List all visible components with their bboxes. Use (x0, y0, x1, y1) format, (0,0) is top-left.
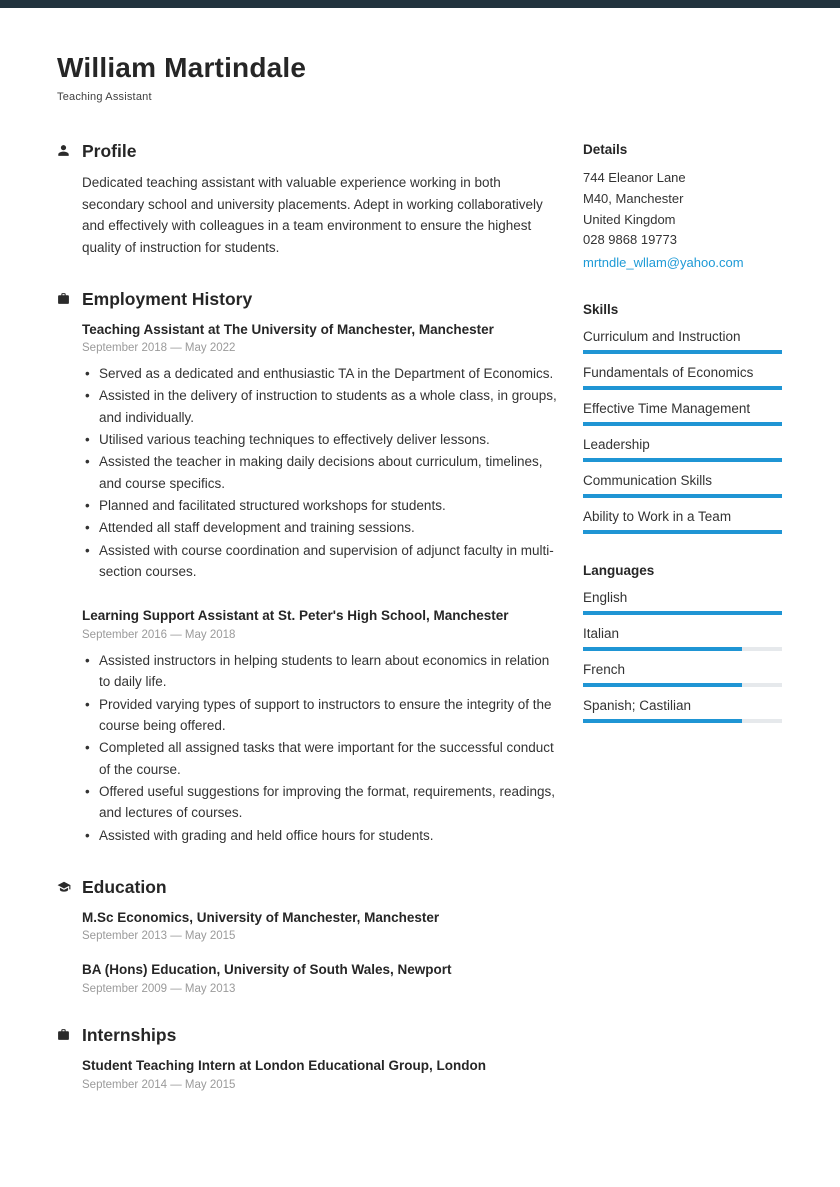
main-column (57, 141, 557, 1120)
detail-line: M40, Manchester (583, 190, 684, 206)
job-dates: September 2018 — May 2022 (82, 342, 236, 355)
job-bullet: • Assisted in the delivery of instruction to students as a whole class, in groups, and individually. (82, 385, 557, 428)
job-bullet: • Offered useful suggestions for improving the format, requirements, readings, and lectures of courses. (82, 781, 557, 824)
job-bullet-list (82, 363, 557, 582)
job-title: Learning Support Assistant at St. Peter's High School, Manchester (82, 608, 509, 624)
language-level-bar (583, 683, 782, 687)
person-icon (57, 144, 82, 157)
candidate-name: William Martindale (57, 52, 307, 83)
job-bullet: • Served as a dedicated and enthusiastic TA in the Department of Economics. (82, 363, 557, 384)
graduation-cap-icon (57, 880, 82, 894)
education-section-title: Education (82, 876, 167, 897)
skill-item (583, 508, 782, 534)
skills-section (583, 301, 782, 534)
skill-level-fill (583, 422, 782, 426)
education-content (82, 877, 557, 995)
skill-label: Fundamentals of Economics (583, 365, 754, 381)
skill-item (583, 400, 782, 426)
job-title: Teaching Assistant at The University of Manchester, Manchester (82, 321, 494, 337)
language-level-bar (583, 611, 782, 615)
section-employment-history (57, 289, 557, 847)
language-label: French (583, 662, 626, 678)
internship-entry (82, 1056, 557, 1091)
briefcase-icon (57, 1028, 82, 1041)
education-dates: September 2013 — May 2015 (82, 930, 236, 943)
language-item (583, 661, 782, 687)
skill-item (583, 328, 782, 354)
education-entry (82, 960, 557, 995)
education-icon-column (57, 877, 82, 995)
language-level-fill (583, 611, 782, 615)
employment-content (82, 289, 557, 847)
language-item (583, 625, 782, 651)
language-level-fill (583, 647, 742, 651)
skill-label: Communication Skills (583, 473, 713, 489)
skill-label: Effective Time Management (583, 401, 751, 417)
languages-title: Languages (583, 563, 655, 579)
details-lines (583, 168, 782, 251)
internships-icon-column (57, 1025, 82, 1091)
skill-label: Ability to Work in a Team (583, 509, 732, 525)
skill-item (583, 436, 782, 462)
internships-content (82, 1025, 557, 1091)
skill-level-bar (583, 422, 782, 426)
skill-label: Curriculum and Instruction (583, 329, 741, 345)
language-level-fill (583, 683, 742, 687)
skill-level-fill (583, 350, 782, 354)
detail-line: 744 Eleanor Lane (583, 170, 686, 186)
skill-level-fill (583, 530, 782, 534)
job-bullet: • Planned and facilitated structured workshops for students. (82, 495, 557, 516)
skill-level-bar (583, 494, 782, 498)
employment-icon-column (57, 289, 82, 847)
job-bullet: • Assisted instructors in helping students to learn about economics in relation to daily life. (82, 650, 557, 693)
language-item (583, 697, 782, 723)
job-bullet-list (82, 650, 557, 846)
profile-content (82, 141, 557, 258)
education-title: BA (Hons) Education, University of South Wales, Newport (82, 962, 452, 978)
skill-item (583, 364, 782, 390)
profile-icon-column (57, 141, 82, 258)
languages-section (583, 562, 782, 723)
internships-list (82, 1056, 557, 1091)
detail-line: United Kingdom (583, 211, 676, 227)
briefcase-icon (57, 292, 82, 305)
candidate-role: Teaching Assistant (57, 91, 152, 104)
skills-list (583, 328, 782, 534)
email-link[interactable]: mrtndle_wllam@yahoo.com (583, 255, 744, 271)
resume-header (57, 52, 782, 103)
job-dates: September 2016 — May 2018 (82, 628, 236, 641)
sidebar-column (583, 141, 782, 751)
internship-dates: September 2014 — May 2015 (82, 1078, 236, 1091)
job-bullet: • Assisted with grading and held office hours for students. (82, 825, 557, 846)
skill-level-fill (583, 494, 782, 498)
job-bullet: • Provided varying types of support to instructors to ensure the integrity of the course being offered. (82, 694, 557, 737)
skill-level-fill (583, 386, 782, 390)
details-title: Details (583, 142, 628, 158)
languages-list (583, 589, 782, 723)
section-profile (57, 141, 557, 258)
internships-section-title: Internships (82, 1025, 177, 1046)
employment-section-title: Employment History (82, 288, 253, 309)
language-item (583, 589, 782, 615)
section-education (57, 877, 557, 995)
language-level-bar (583, 719, 782, 723)
top-accent-bar (0, 0, 840, 8)
education-title: M.Sc Economics, University of Manchester, Manchester (82, 909, 440, 925)
skill-label: Leadership (583, 437, 650, 453)
job-bullet: • Completed all assigned tasks that were important for the successful conduct of the course. (82, 737, 557, 780)
job-bullet: • Assisted with course coordination and supervision of adjunct faculty in multi-section courses. (82, 540, 557, 583)
section-internships (57, 1025, 557, 1091)
language-label: Spanish; Castilian (583, 698, 692, 714)
education-dates: September 2009 — May 2013 (82, 983, 236, 996)
details-section (583, 141, 782, 273)
internship-title: Student Teaching Intern at London Educational Group, London (82, 1058, 486, 1074)
profile-section-title: Profile (82, 141, 137, 162)
job-entry (82, 606, 557, 846)
education-entry (82, 908, 557, 943)
language-level-fill (583, 719, 742, 723)
education-list (82, 908, 557, 995)
language-level-bar (583, 647, 782, 651)
language-label: Italian (583, 626, 620, 642)
skills-title: Skills (583, 302, 619, 318)
resume-page (0, 8, 840, 1121)
skill-level-fill (583, 458, 782, 462)
skill-level-bar (583, 350, 782, 354)
content-columns (57, 141, 782, 1120)
skill-level-bar (583, 530, 782, 534)
detail-line: 028 9868 19773 (583, 232, 677, 248)
job-bullet: • Attended all staff development and training sessions. (82, 517, 557, 538)
job-bullet: • Assisted the teacher in making daily decisions about curriculum, timelines, and course specifics. (82, 451, 557, 494)
language-label: English (583, 590, 628, 606)
skill-level-bar (583, 458, 782, 462)
job-entry (82, 320, 557, 583)
skill-item (583, 472, 782, 498)
job-bullet: • Utilised various teaching techniques to effectively deliver lessons. (82, 429, 557, 450)
profile-text: Dedicated teaching assistant with valuable experience working in both secondary school and university placements. Adept in working collaboratively and effectively with colleagues in a team environment to ensure the highest quality of instruction for students. (82, 175, 543, 255)
skill-level-bar (583, 386, 782, 390)
